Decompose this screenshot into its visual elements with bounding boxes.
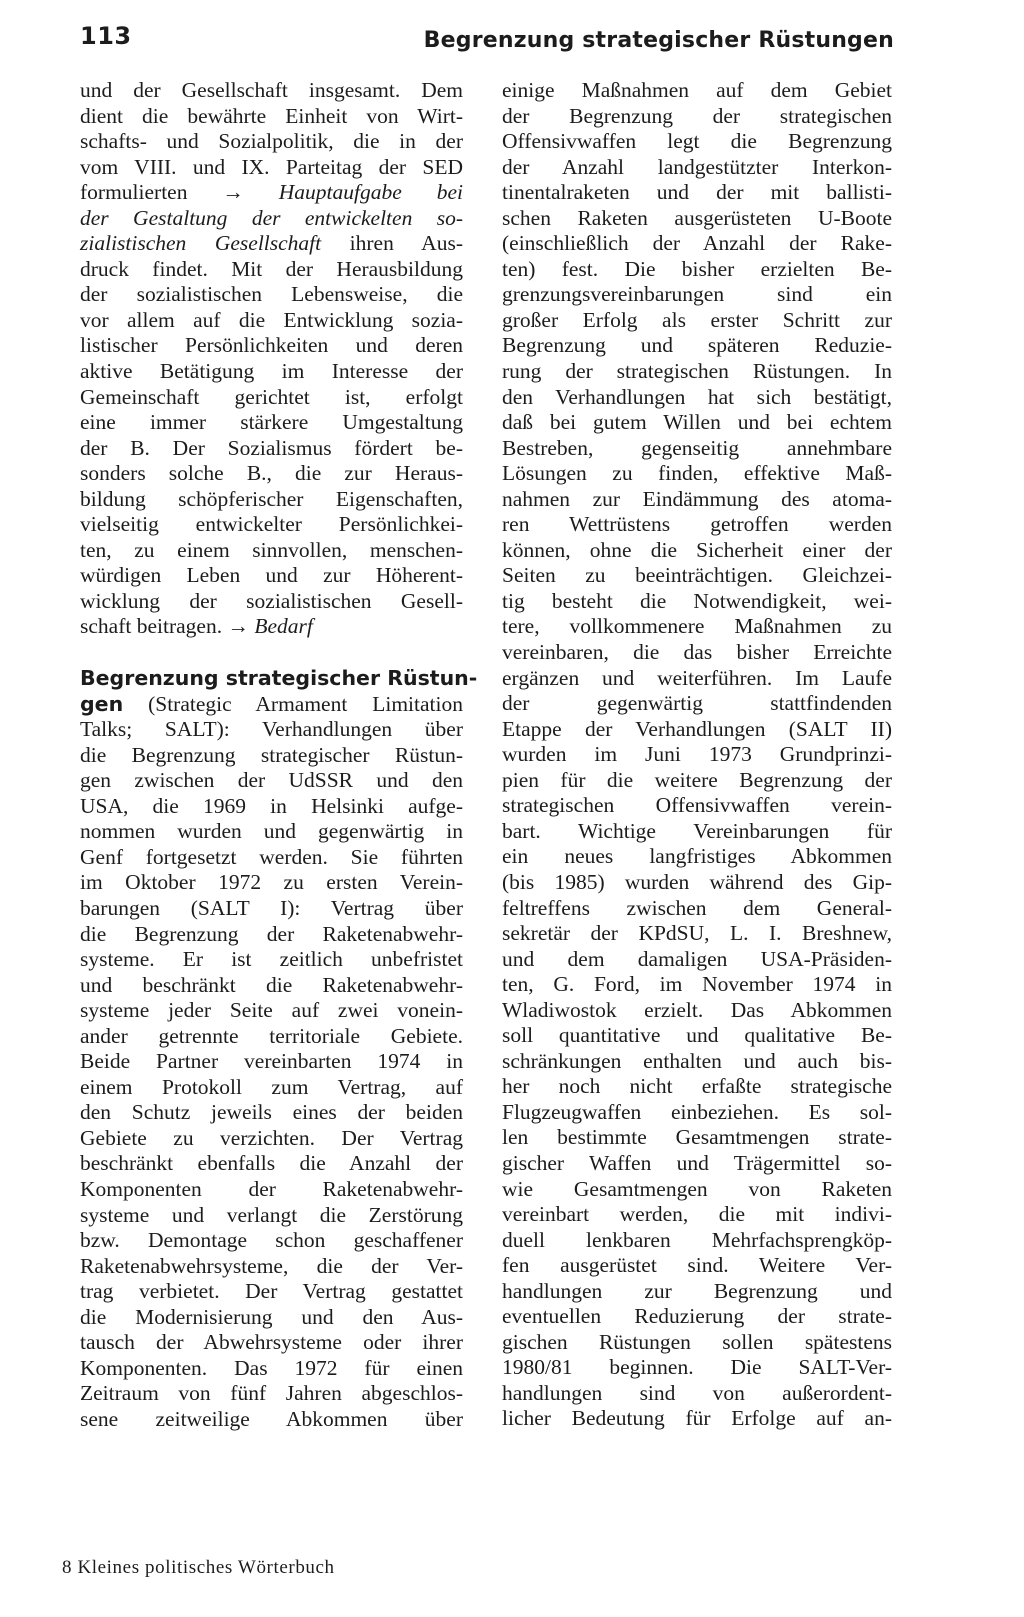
text-line: zialistischen Gesellschaft ihren Aus- — [80, 231, 463, 256]
text-line: bildung schöpferischer Eigenschaften, — [80, 486, 463, 511]
text-line: systeme jeder Seite auf zwei vonein- — [80, 998, 463, 1023]
text-line: ein neues langfristiges Abkommen — [502, 844, 892, 869]
text-line: der sozialistischen Lebensweise, die — [80, 282, 463, 307]
cross-reference[interactable]: der Gestaltung der entwickelten so- — [80, 205, 463, 230]
text-line: tig besteht die Notwendigkeit, wei- — [502, 588, 892, 613]
text-line: wicklung der sozialistischen Gesell- — [80, 588, 463, 613]
text-line: handlungen zur Begrenzung und — [502, 1278, 892, 1303]
text-line: eine immer stärkere Umgestaltung — [80, 410, 463, 435]
text-line: Komponenten. Das 1972 für einen — [80, 1355, 463, 1380]
text-line: (bis 1985) wurden während des Gip- — [502, 869, 892, 894]
right-column — [502, 78, 892, 1432]
footer-signature: 8 Kleines politisches Wörterbuch — [62, 1557, 335, 1578]
text-line: licher Bedeutung für Erfolge auf an- — [502, 1406, 892, 1431]
text-line: len bestimmte Gesamtmengen strate- — [502, 1125, 892, 1150]
text-line: schen Raketen ausgerüsteten U-Boote — [502, 205, 892, 230]
text-line: tere, vollkommenere Maßnahmen zu — [502, 614, 892, 639]
text-line: nommen wurden und gegenwärtig in — [80, 819, 463, 844]
text-line: Gebiete zu verzichten. Der Vertrag — [80, 1125, 463, 1150]
text-line: rung der strategischen Rüstungen. In — [502, 359, 892, 384]
text-line: USA, die 1969 in Helsinki aufge- — [80, 793, 463, 818]
text-line: formulierten → Hauptaufgabe bei — [80, 180, 463, 205]
text-line: und beschränkt die Raketenabwehr- — [80, 972, 463, 997]
text-line: gischer Waffen und Trägermittel so- — [502, 1150, 892, 1175]
text-line: sonders solche B., die zur Heraus- — [80, 461, 463, 486]
text-line: dient die bewährte Einheit von Wirt- — [80, 103, 463, 128]
text-line: soll quantitative und qualitative Be- — [502, 1023, 892, 1048]
text-line: druck findet. Mit der Herausbildung — [80, 256, 463, 281]
cross-reference[interactable]: Bedarf — [254, 614, 313, 639]
text-line: der Begrenzung der strategischen — [502, 103, 892, 128]
text-line: der gegenwärtig stattfindenden — [502, 691, 892, 716]
text-line: (einschließlich der Anzahl der Rake- — [502, 231, 892, 256]
text-line: ten, G. Ford, im November 1974 in — [502, 972, 892, 997]
text-line: 1980/81 beginnen. Die SALT-Ver- — [502, 1355, 892, 1380]
text-line: tinentalraketen und der mit ballisti- — [502, 180, 892, 205]
text-line: bzw. Demontage schon geschaffener — [80, 1228, 463, 1253]
text-line: schränkungen enthalten und auch bis- — [502, 1048, 892, 1073]
text-line: sekretär der KPdSU, L. I. Breshnew, — [502, 921, 892, 946]
text-line: gen (Strategic Armament Limitation — [80, 691, 463, 716]
text-line: systeme. Er ist zeitlich unbefristet — [80, 947, 463, 972]
text-line: großer Erfolg als erster Schritt zur — [502, 307, 892, 332]
text-line: Beide Partner vereinbarten 1974 in — [80, 1049, 463, 1074]
text-line: gen zwischen der UdSSR und den — [80, 768, 463, 793]
text-line: ergänzen und weiterführen. Im Laufe — [502, 665, 892, 690]
text-line: vor allem auf die Entwicklung sozia- — [80, 307, 463, 332]
text-line: ten, zu einem sinnvollen, menschen- — [80, 537, 463, 562]
text-line: trag verbietet. Der Vertrag gestattet — [80, 1279, 463, 1304]
text-line: vielseitig entwickelter Persönlichkei- — [80, 512, 463, 537]
page-number: 113 — [80, 22, 132, 50]
text-line: feltreffens zwischen dem General- — [502, 895, 892, 920]
text-line: Genf fortgesetzt werden. Sie führten — [80, 844, 463, 869]
text-line: und dem damaligen USA-Präsiden- — [502, 946, 892, 971]
left-column — [80, 78, 478, 1432]
text-line: nahmen zur Eindämmung des atoma- — [502, 486, 892, 511]
entry-heading: Begrenzung strategischer Rüstun- — [80, 666, 478, 691]
text-line: gischen Rüstungen sollen spätestens — [502, 1329, 892, 1354]
text-line: Talks; SALT): Verhandlungen über — [80, 717, 463, 742]
text-line: bart. Wichtige Vereinbarungen für — [502, 818, 892, 843]
cross-reference[interactable]: zialistischen Gesellschaft — [80, 231, 322, 256]
text-line: fen ausgerüstet sind. Weitere Ver- — [502, 1253, 892, 1278]
text-line: schaft beitragen. → Bedarf — [80, 614, 313, 639]
text-line: und der Gesellschaft insgesamt. Dem — [80, 78, 463, 102]
text-line: systeme und verlangt die Zerstörung — [80, 1202, 463, 1227]
text-line: Bestreben, gegenseitig annehmbare — [502, 435, 892, 460]
text-line: Lösungen zu finden, effektive Maß- — [502, 461, 892, 486]
text-line: der B. Der Sozialismus fördert be- — [80, 435, 463, 460]
text-line: Etappe der Verhandlungen (SALT II) — [502, 716, 892, 741]
text-line: der Anzahl landgestützter Interkon- — [502, 154, 892, 179]
text-line: sene zeitweilige Abkommen über — [80, 1406, 463, 1431]
text-line: die Begrenzung der Raketenabwehr- — [80, 921, 463, 946]
text-line: eventuellen Reduzierung der strate- — [502, 1304, 892, 1329]
text-line: die Begrenzung strategischer Rüstun- — [80, 742, 463, 767]
text-line: den Schutz jeweils eines der beiden — [80, 1100, 463, 1125]
text-line: Begrenzung und späteren Reduzie- — [502, 333, 892, 358]
text-line: duell lenkbaren Mehrfachsprengköp- — [502, 1227, 892, 1252]
running-head: Begrenzung strategischer Rüstungen — [423, 28, 894, 53]
text-line: pien für die weitere Begrenzung der — [502, 767, 892, 792]
text-line: beschränkt ebenfalls die Anzahl der — [80, 1151, 463, 1176]
text-line: Wladiwostok erzielt. Das Abkommen — [502, 997, 892, 1022]
text-line: grenzungsvereinbarungen sind ein — [502, 282, 892, 307]
text-line: wie Gesamtmengen von Raketen — [502, 1176, 892, 1201]
text-line: handlungen sind von außerordent- — [502, 1380, 892, 1405]
text-line: Flugzeugwaffen einbeziehen. Es sol- — [502, 1099, 892, 1124]
text-line: den Verhandlungen hat sich bestätigt, — [502, 384, 892, 409]
text-line: einem Protokoll zum Vertrag, auf — [80, 1074, 463, 1099]
text-line: daß bei gutem Willen und bei echtem — [502, 410, 892, 435]
text-line: ren Wettrüstens getroffen werden — [502, 512, 892, 537]
text-line: die Modernisierung und den Aus- — [80, 1304, 463, 1329]
text-line: aktive Betätigung im Interesse der — [80, 359, 463, 384]
text-line: schafts- und Sozialpolitik, die in der — [80, 129, 463, 154]
text-line: vereinbaren, die das bisher Erreichte — [502, 640, 892, 665]
text-line: ander getrennte territoriale Gebiete. — [80, 1023, 463, 1048]
text-line: können, ohne die Sicherheit einer der — [502, 537, 892, 562]
paragraph-gap — [80, 640, 463, 666]
text-line: Seiten zu beeinträchtigen. Gleichzei- — [502, 563, 892, 588]
text-line: Gemeinschaft gerichtet ist, erfolgt — [80, 384, 463, 409]
entry-heading: gen — [80, 691, 124, 716]
text-line: einige Maßnahmen auf dem Gebiet — [502, 78, 892, 102]
text-line: vereinbart werden, die mit indivi- — [502, 1202, 892, 1227]
cross-reference[interactable]: Hauptaufgabe bei — [278, 180, 463, 205]
text-line: strategischen Offensivwaffen verein- — [502, 793, 892, 818]
text-line: Zeitraum von fünf Jahren abgeschlos- — [80, 1381, 463, 1406]
text-line: barungen (SALT I): Vertrag über — [80, 895, 463, 920]
text-line: tausch der Abwehrsysteme oder ihrer — [80, 1330, 463, 1355]
text-line: Raketenabwehrsysteme, die der Ver- — [80, 1253, 463, 1278]
text-line: her noch nicht erfaßte strategische — [502, 1074, 892, 1099]
text-line: Komponenten der Raketenabwehr- — [80, 1176, 463, 1201]
text-line: vom VIII. und IX. Parteitag der SED — [80, 154, 463, 179]
text-line: würdigen Leben und zur Höherent- — [80, 563, 463, 588]
text-line: Offensivwaffen legt die Begrenzung — [502, 129, 892, 154]
text-line: ten) fest. Die bisher erzielten Be- — [502, 256, 892, 281]
text-line: wurden im Juni 1973 Grundprinzi- — [502, 742, 892, 767]
text-line: im Oktober 1972 zu ersten Verein- — [80, 870, 463, 895]
text-line: listischer Persönlichkeiten und deren — [80, 333, 463, 358]
